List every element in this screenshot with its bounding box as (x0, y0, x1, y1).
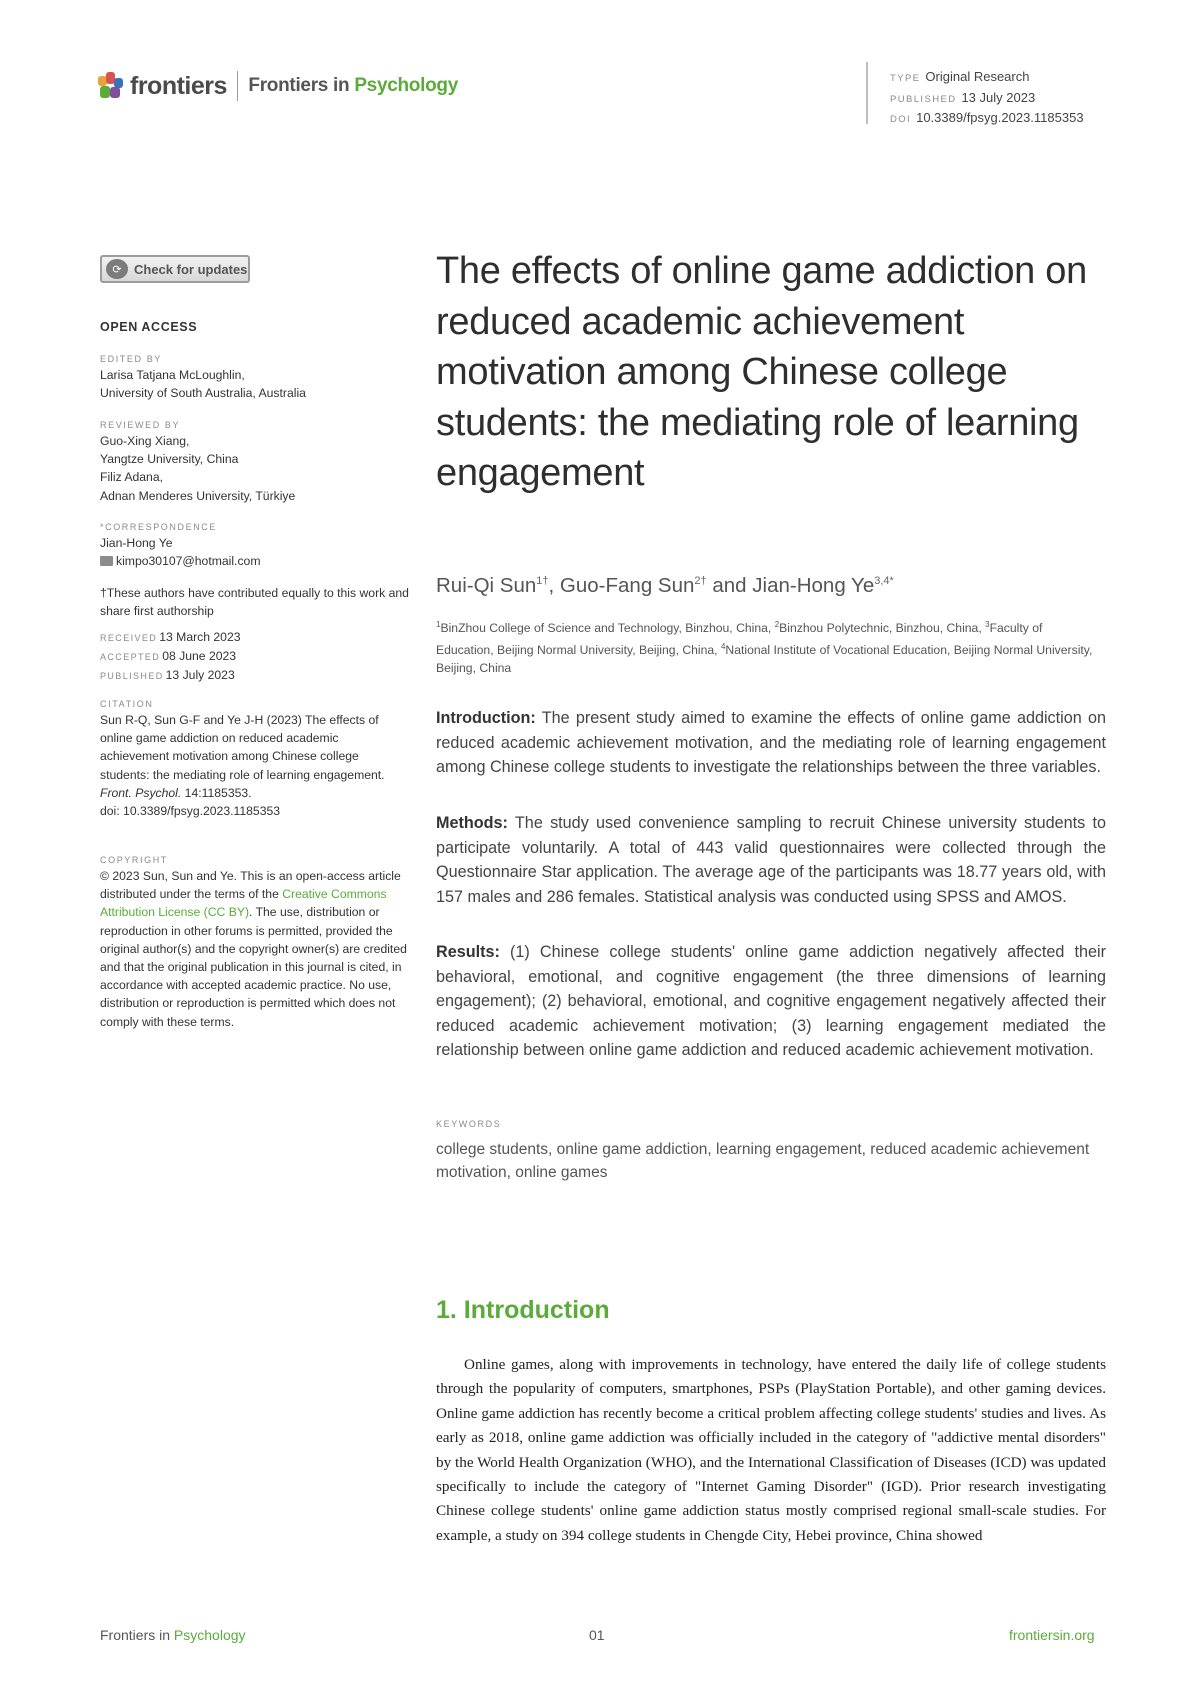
logo-divider (237, 71, 239, 101)
meta-published: PUBLISHED 13 July 2023 (890, 89, 1036, 105)
open-access-label: OPEN ACCESS (100, 320, 198, 334)
refresh-icon: ⟳ (106, 259, 128, 279)
dates-section: RECEIVED 13 March 2023 ACCEPTED 08 June 2023 PUBLISHED 13 July 2023 (100, 630, 241, 683)
email-icon (100, 556, 113, 566)
author-link[interactable]: Jian-Hong $Ye^{3,4*}$ (752, 574, 894, 597)
meta-type: TYPE Original Research (890, 69, 1030, 84)
introduction-body: Online games, along with improvements in technology, have entered the daily life of college students through the popularity of computers, smartphones, PSPs (PlayStation Portable), and other gaming devices. Online game addiction has recently become a critical problem affecting college students' studies and lives. As early as 2018, online game addiction was officially included in the category of "addictive mental disorders" by the World Health Organization (WHO), and the International Classification of Diseases (ICD) was updated specifically to include the category of "Internet Gaming Disorder" (IGD). Prior research investigating Chinese college students' online game addiction status mostly comprised regional small-scale studies. For example, a study on 394 college students in Chengde City, Hebei province, China showed (436, 1356, 1106, 1544)
equal-contribution-note: †These authors have contributed equally to this work and share first authorship (100, 586, 409, 619)
publisher-logo[interactable] (98, 70, 458, 102)
keywords-list: college students, online game addiction, learning engagement, reduced academic achievement motivation, online games (436, 1141, 1090, 1181)
frontiers-logo-icon (98, 72, 124, 100)
author-list: Rui-Qi Sun$^{1\dagger}$, Guo-Fang Sun$^{2\dagger}$ and Jian-Hong $Ye^{3,4*}$ (436, 574, 894, 597)
reviewed-by-section: REVIEWED BY Guo-Xing Xiang, Yangtze University, China Filiz Adana, Adnan Menderes University, Türkiye (100, 420, 296, 503)
keywords-label: KEYWORDS (436, 1119, 502, 1129)
author-link[interactable]: Guo-Fang Sun$^{2\dagger}$ (559, 574, 707, 597)
section-heading-introduction: 1. Introduction (436, 1296, 610, 1324)
meta-divider (866, 62, 868, 124)
edited-by-section: EDITED BY Larisa Tatjana McLoughlin, University of South Australia, Australia (100, 354, 306, 401)
abstract-results: Results: (1) Chinese college students' online game addiction negatively affected their behavioral, emotional, and cognitive engagement (the three dimensions of learning engagement); (2) behavioral, emotional, and cognitive engagement negatively affected their reduced academic achievement motivation; (3) learning engagement mediated the relationship between online game addiction and reduced academic achievement motivation. (436, 943, 1106, 1060)
article-meta (890, 68, 1084, 130)
abstract-introduction: Introduction: The present study aimed to examine the effects of online game addiction on reduced academic achievement motivation, and the mediating role of learning engagement among Chinese college students to investigate the relationships between the three variables. (436, 709, 1106, 777)
abstract-methods: Methods: The study used convenience sampling to recruit Chinese university students to participate voluntarily. A total of 443 valid questionnaires were collected through the Questionnaire Star application. The average age of the participants was 18.77 years old, with 157 males and 286 females. Statistical analysis was conducted using SPSS and AMOS. (436, 814, 1106, 906)
citation-section: CITATION Sun R-Q, Sun G-F and Ye J-H (2023) The effects of online game addiction on reduced academic achievement motivation among Chinese college students: the mediating role of learning engagement. Front. Psychol. 14:1185353. doi: 10.3389/fpsyg.2023.1185353 (100, 699, 385, 819)
page-number: 01 (589, 1627, 605, 1643)
author-link[interactable]: Rui-Qi Sun$^{1\dagger}$ (436, 574, 549, 597)
footer-site-link[interactable]: frontiersin.org (1009, 1627, 1095, 1643)
copyright-section: COPYRIGHT © 2023 Sun, Sun and Ye. This is an open-access article distributed under the terms of the Creative Commons Attribution License (CC BY). The use, distribution or reproduction in other forums is permitted, provided the original author(s) and the copyright owner(s) are credited and that the original publication in this journal is cited, in accordance with accepted academic practice. No use, distribution or reproduction is permitted which does not comply with these terms. (100, 855, 407, 1029)
article-title: The effects of online game addiction on reduced academic achievement motivation among Chinese college students: the mediating role of learning engagement (436, 250, 1087, 494)
correspondence-section: *CORRESPONDENCE Jian-Hong Ye kimpo30107@hotmail.com (100, 520, 410, 570)
footer-journal: Frontiers in Psychology (100, 1627, 246, 1643)
check-for-updates-button[interactable]: ⟳ Check for updates (100, 255, 250, 283)
meta-doi: DOI 10.3389/fpsyg.2023.1185353 (890, 110, 1084, 125)
cc-license-link[interactable]: Creative Commons Attribution License (CC BY) (100, 887, 387, 920)
affiliations: $^1$BinZhou College of Science and Technology, Binzhou, China, $^2$Binzhou Polytechnic, Binzhou, China, $^3$Faculty of Education, Beijing Normal University, Beijing, China, $^4$National Institute of Vocational Education, Beijing Normal University, Beijing, China (436, 620, 1093, 676)
publisher-name: frontiers (130, 71, 227, 100)
journal-name: Frontiers in Psychology (248, 75, 458, 96)
correspondence-email[interactable]: kimpo30107@hotmail.com (100, 552, 410, 570)
